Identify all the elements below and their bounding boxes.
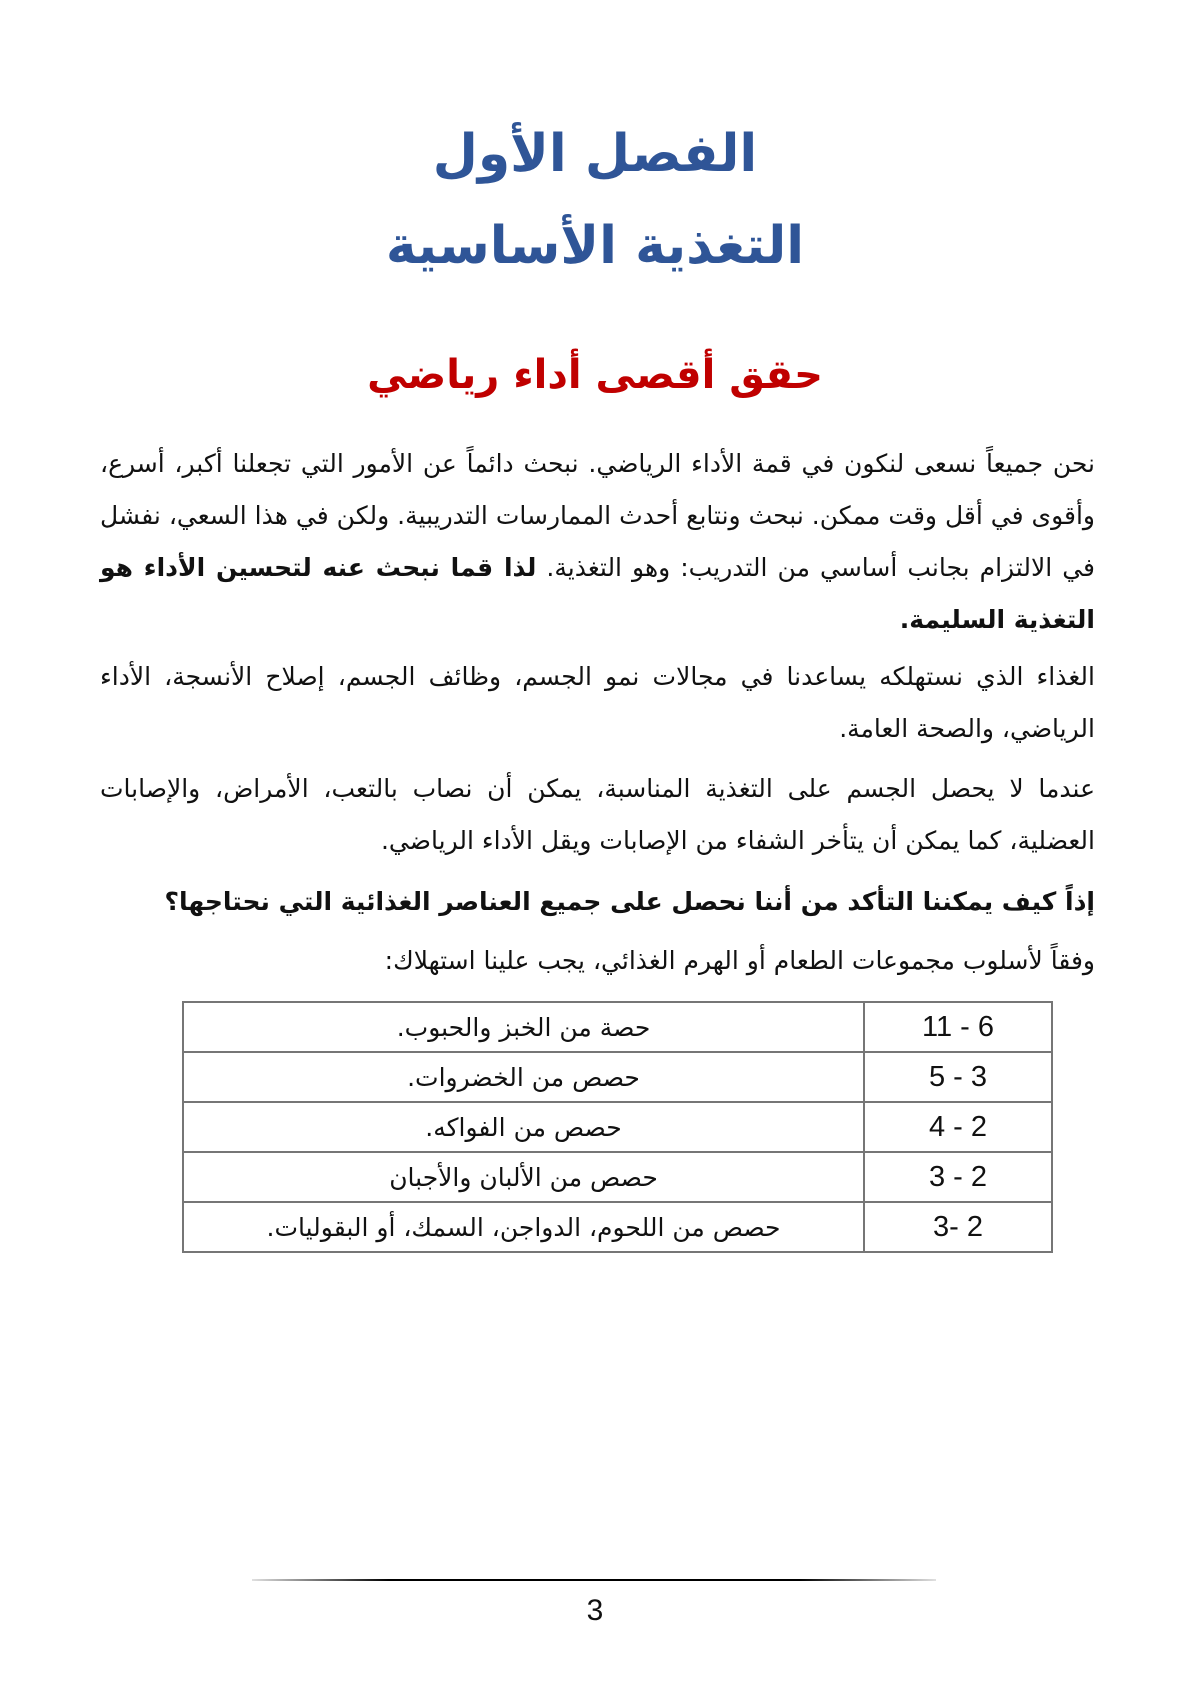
table-intro: وفقاً لأسلوب مجموعات الطعام أو الهرم الغذائي، يجب علينا استهلاك: bbox=[384, 946, 1095, 975]
servings-description: حصص من اللحوم، الدواجن، السمك، أو البقوليات. bbox=[183, 1202, 864, 1252]
paragraph-intro-bold: لذا قما نبحث عنه لتحسين الأداء هو التغذية السليمة. bbox=[100, 553, 1095, 634]
servings-amount: 11 - 6 bbox=[864, 1002, 1052, 1052]
section-heading: حقق أقصى أداء رياضي bbox=[367, 352, 823, 398]
servings-amount: 3 - 2 bbox=[864, 1152, 1052, 1202]
page-number: 3 bbox=[586, 1594, 604, 1627]
paragraph-intro-text: نحن جميعاً نسعى لنكون في قمة الأداء الرياضي. نبحث دائماً عن الأمور التي تجعلنا أكبر، أسرع، وأقوى في أقل وقت ممكن. نبحث ونتابع أحدث الممارسات التدريبية. ولكن في هذا السعي، نفشل في الالتزام بجانب أساسي من التدريب: وهو التغذية. bbox=[100, 449, 1096, 582]
paragraph-food-benefits: الغذاء الذي نستهلكه يساعدنا في مجالات نمو الجسم، وظائف الجسم، إصلاح الأنسجة، الأداء الرياضي، والصحة العامة. bbox=[100, 662, 1095, 743]
paragraph-intro bbox=[100, 438, 1095, 646]
servings-description: حصة من الخبز والحبوب. bbox=[183, 1002, 864, 1052]
table-row bbox=[183, 1002, 1052, 1052]
footer-divider bbox=[252, 1579, 936, 1581]
table-row bbox=[183, 1052, 1052, 1102]
servings-description: حصص من الفواكه. bbox=[183, 1102, 864, 1152]
table-row bbox=[183, 1152, 1052, 1202]
servings-amount: 3- 2 bbox=[864, 1202, 1052, 1252]
servings-description: حصص من الألبان والأجبان bbox=[183, 1152, 864, 1202]
paragraph-nutrition-deficiency: عندما لا يحصل الجسم على التغذية المناسبة، يمكن أن نصاب بالتعب، الأمراض، والإصابات العضلية، كما يمكن أن يتأخر الشفاء من الإصابات ويقل الأداء الرياضي. bbox=[100, 774, 1095, 855]
chapter-title: الفصل الأول bbox=[432, 124, 758, 184]
chapter-subtitle: التغذية الأساسية bbox=[385, 216, 805, 276]
servings-description: حصص من الخضروات. bbox=[183, 1052, 864, 1102]
servings-amount: 5 - 3 bbox=[864, 1052, 1052, 1102]
table-row bbox=[183, 1202, 1052, 1252]
table-row bbox=[183, 1102, 1052, 1152]
question-heading: إذاً كيف يمكننا التأكد من أننا نحصل على جميع العناصر الغذائية التي نحتاجها؟ bbox=[164, 887, 1095, 916]
servings-amount: 4 - 2 bbox=[864, 1102, 1052, 1152]
servings-table bbox=[182, 1001, 1053, 1253]
